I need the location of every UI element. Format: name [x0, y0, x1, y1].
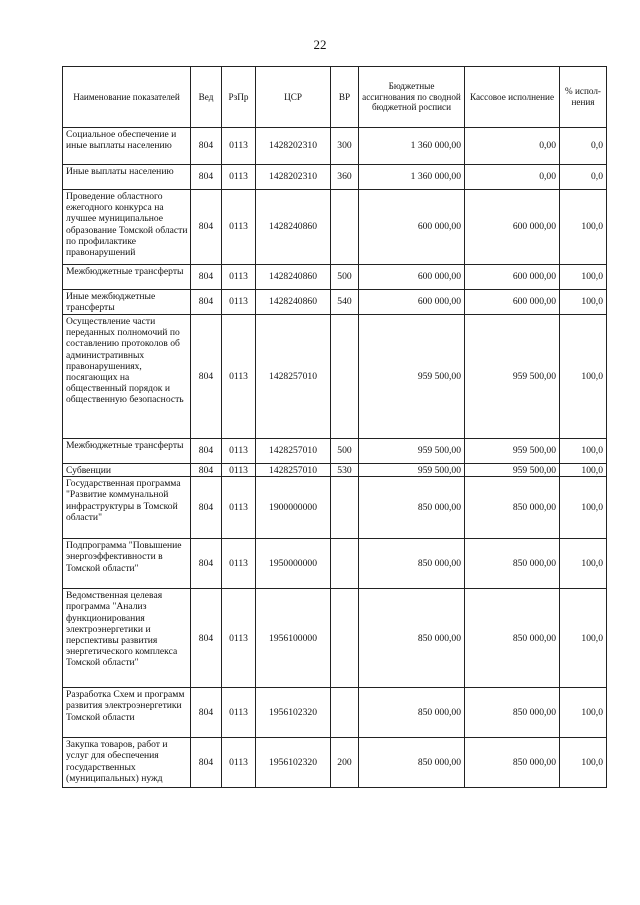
- cell-cash: 850 000,00: [465, 539, 560, 589]
- cell-cash: 959 500,00: [465, 439, 560, 464]
- budget-execution-table: [62, 66, 607, 788]
- table-row: [63, 315, 607, 439]
- cell-name: Разработка Схем и программ развития электроэнергетики Томской области: [63, 688, 191, 738]
- cell-csr: 1956102320: [256, 738, 331, 788]
- cell-percent: 100,0: [560, 190, 607, 265]
- cell-csr: 1428257010: [256, 464, 331, 477]
- cell-percent: 0,0: [560, 165, 607, 190]
- cell-vr: 500: [331, 439, 359, 464]
- cell-name: Подпрограмма "Повышение энергоэффективности в Томской области": [63, 539, 191, 589]
- cell-vr: 360: [331, 165, 359, 190]
- cell-percent: 100,0: [560, 464, 607, 477]
- cell-cash: 600 000,00: [465, 290, 560, 315]
- cell-rzpr: 0113: [222, 439, 256, 464]
- cell-budget: 850 000,00: [359, 539, 465, 589]
- cell-percent: 100,0: [560, 265, 607, 290]
- cell-csr: 1428257010: [256, 315, 331, 439]
- table-row: [63, 688, 607, 738]
- cell-vr: 540: [331, 290, 359, 315]
- cell-ved: 804: [191, 165, 222, 190]
- cell-name: Государственная программа "Развитие коммунальной инфраструктуры в Томской области": [63, 477, 191, 539]
- cell-budget: 850 000,00: [359, 589, 465, 688]
- table-row: [63, 190, 607, 265]
- cell-budget: 959 500,00: [359, 464, 465, 477]
- table-row: [63, 290, 607, 315]
- cell-vr: [331, 539, 359, 589]
- cell-cash: 600 000,00: [465, 265, 560, 290]
- cell-csr: 1428257010: [256, 439, 331, 464]
- header-vr: ВР: [331, 67, 359, 128]
- cell-percent: 0,0: [560, 128, 607, 165]
- cell-name: Проведение областного ежегодного конкурса на лучшее муниципальное образование Томской области по профилактике правонарушений: [63, 190, 191, 265]
- cell-rzpr: 0113: [222, 315, 256, 439]
- cell-cash: 850 000,00: [465, 477, 560, 539]
- cell-csr: 1428202310: [256, 128, 331, 165]
- cell-budget: 959 500,00: [359, 439, 465, 464]
- cell-rzpr: 0113: [222, 589, 256, 688]
- cell-percent: 100,0: [560, 738, 607, 788]
- cell-name: Иные межбюджетные трансферты: [63, 290, 191, 315]
- cell-budget: 959 500,00: [359, 315, 465, 439]
- table-row: [63, 128, 607, 165]
- cell-csr: 1428202310: [256, 165, 331, 190]
- header-name: Наименование показателей: [63, 67, 191, 128]
- table-row: [63, 589, 607, 688]
- cell-budget: 850 000,00: [359, 738, 465, 788]
- table-row: [63, 464, 607, 477]
- cell-name: Иные выплаты населению: [63, 165, 191, 190]
- cell-ved: 804: [191, 688, 222, 738]
- header-cash: Кассовое исполнение: [465, 67, 560, 128]
- cell-rzpr: 0113: [222, 190, 256, 265]
- cell-csr: 1428240860: [256, 290, 331, 315]
- page-number: 22: [313, 37, 327, 52]
- cell-vr: [331, 688, 359, 738]
- cell-percent: 100,0: [560, 477, 607, 539]
- cell-budget: 850 000,00: [359, 477, 465, 539]
- header-ved: Вед: [191, 67, 222, 128]
- cell-budget: 850 000,00: [359, 688, 465, 738]
- cell-rzpr: 0113: [222, 265, 256, 290]
- table-row: [63, 265, 607, 290]
- cell-csr: 1950000000: [256, 539, 331, 589]
- cell-vr: [331, 589, 359, 688]
- cell-rzpr: 0113: [222, 128, 256, 165]
- cell-budget: 1 360 000,00: [359, 128, 465, 165]
- cell-percent: 100,0: [560, 688, 607, 738]
- header-csr: ЦСР: [256, 67, 331, 128]
- cell-ved: 804: [191, 738, 222, 788]
- header-rzpr: РзПр: [222, 67, 256, 128]
- cell-rzpr: 0113: [222, 738, 256, 788]
- cell-vr: 200: [331, 738, 359, 788]
- cell-cash: 850 000,00: [465, 589, 560, 688]
- cell-budget: 600 000,00: [359, 190, 465, 265]
- cell-name: Осуществление части переданных полномочий по составлению протоколов об административных правонарушениях, посягающих на общественный порядок и общественную безопасность: [63, 315, 191, 439]
- table-row: [63, 439, 607, 464]
- cell-name: Межбюджетные трансферты: [63, 439, 191, 464]
- cell-percent: 100,0: [560, 315, 607, 439]
- cell-ved: 804: [191, 315, 222, 439]
- cell-csr: 1956100000: [256, 589, 331, 688]
- cell-rzpr: 0113: [222, 539, 256, 589]
- cell-budget: 600 000,00: [359, 265, 465, 290]
- cell-ved: 804: [191, 589, 222, 688]
- table-row: [63, 738, 607, 788]
- cell-vr: 300: [331, 128, 359, 165]
- cell-percent: 100,0: [560, 539, 607, 589]
- cell-cash: 959 500,00: [465, 464, 560, 477]
- cell-csr: 1428240860: [256, 190, 331, 265]
- cell-name: Межбюджетные трансферты: [63, 265, 191, 290]
- cell-budget: 600 000,00: [359, 290, 465, 315]
- cell-cash: 600 000,00: [465, 190, 560, 265]
- cell-vr: [331, 315, 359, 439]
- table-row: [63, 477, 607, 539]
- cell-csr: 1900000000: [256, 477, 331, 539]
- cell-name: Социальное обеспечение и иные выплаты населению: [63, 128, 191, 165]
- cell-rzpr: 0113: [222, 290, 256, 315]
- cell-percent: 100,0: [560, 290, 607, 315]
- cell-ved: 804: [191, 477, 222, 539]
- cell-rzpr: 0113: [222, 464, 256, 477]
- cell-percent: 100,0: [560, 589, 607, 688]
- header-row: [63, 67, 607, 128]
- cell-cash: 0,00: [465, 128, 560, 165]
- cell-csr: 1428240860: [256, 265, 331, 290]
- cell-cash: 850 000,00: [465, 688, 560, 738]
- table-row: [63, 539, 607, 589]
- cell-percent: 100,0: [560, 439, 607, 464]
- cell-name: Ведомственная целевая программа "Анализ функционирования электроэнергетики и перспективы развития энергетического комплекса Томской области": [63, 589, 191, 688]
- cell-name: Субвенции: [63, 464, 191, 477]
- cell-name: Закупка товаров, работ и услуг для обеспечения государственных (муниципальных) нужд: [63, 738, 191, 788]
- cell-rzpr: 0113: [222, 477, 256, 539]
- cell-vr: [331, 477, 359, 539]
- header-budget: Бюджетные ассигнования по сводной бюджетной росписи: [359, 67, 465, 128]
- cell-cash: 959 500,00: [465, 315, 560, 439]
- table-row: [63, 165, 607, 190]
- cell-ved: 804: [191, 439, 222, 464]
- cell-csr: 1956102320: [256, 688, 331, 738]
- cell-vr: [331, 190, 359, 265]
- cell-rzpr: 0113: [222, 688, 256, 738]
- cell-vr: 530: [331, 464, 359, 477]
- header-percent: % испол-нения: [560, 67, 607, 128]
- cell-cash: 850 000,00: [465, 738, 560, 788]
- cell-budget: 1 360 000,00: [359, 165, 465, 190]
- cell-ved: 804: [191, 190, 222, 265]
- cell-vr: 500: [331, 265, 359, 290]
- cell-ved: 804: [191, 265, 222, 290]
- cell-ved: 804: [191, 290, 222, 315]
- cell-ved: 804: [191, 128, 222, 165]
- cell-ved: 804: [191, 464, 222, 477]
- cell-rzpr: 0113: [222, 165, 256, 190]
- cell-ved: 804: [191, 539, 222, 589]
- cell-cash: 0,00: [465, 165, 560, 190]
